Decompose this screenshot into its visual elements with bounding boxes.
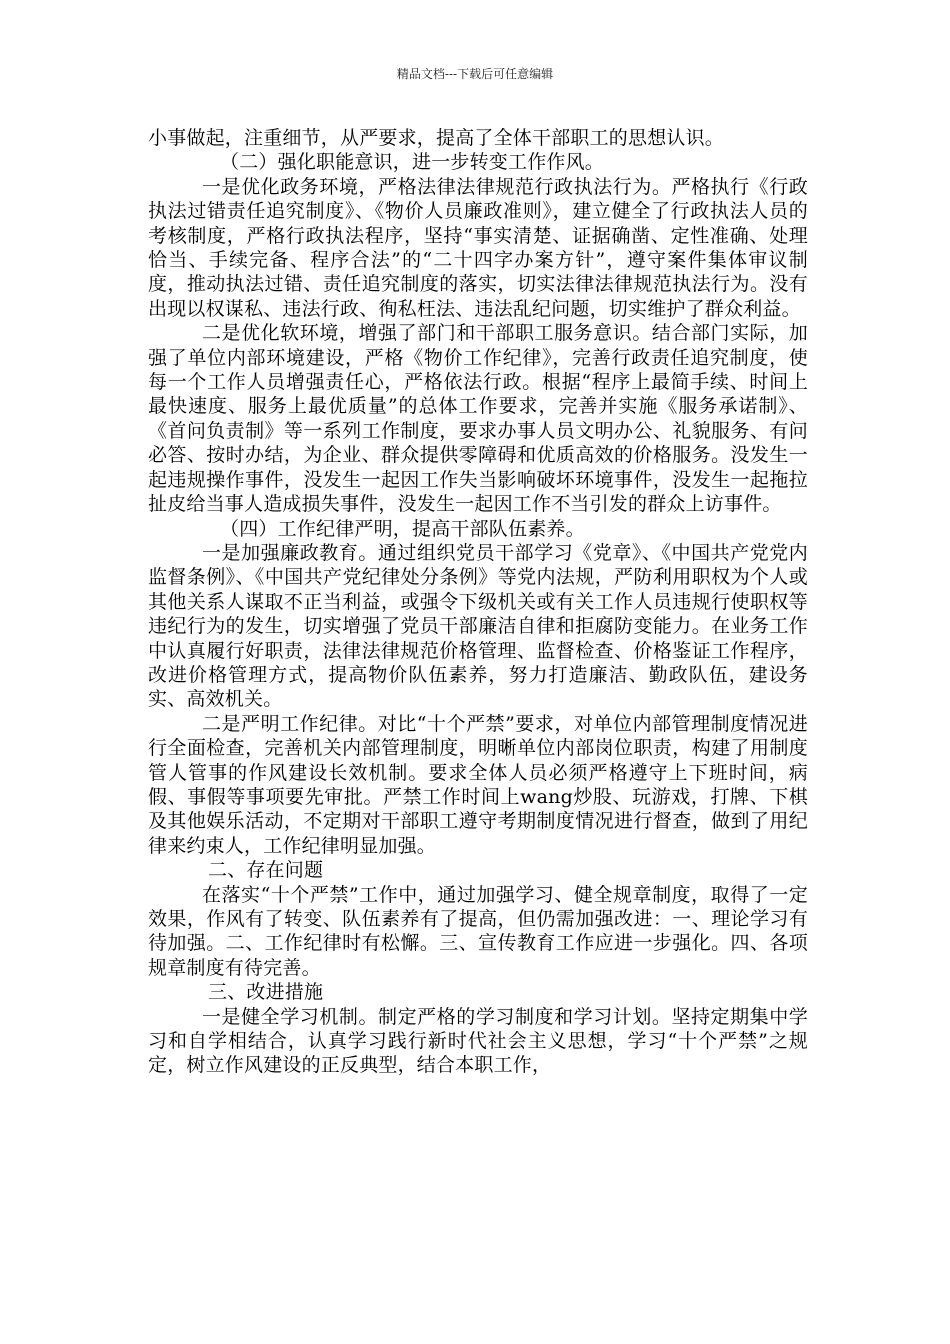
section-heading: （四）工作纪律严明，提高干部队伍素养。 [220, 517, 585, 540]
document-body [148, 126, 808, 1078]
section-heading: 二、存在问题 [208, 859, 324, 882]
paragraph: 一是加强廉政教育。通过组织党员干部学习《党章》、《中国共产党党内监督条例》、《中国共产党纪律处分条例》等党内法规，严防利用职权为个人或其他关系人谋取不正当利益，或强令下级机关或有关工作人员违规行使职权等违纪行为的发生，切实增强了党员干部廉洁自律和拒腐防变能力。在业务工作中认真履行好职责，法律法律规范价格管理、监督检查、价格鉴证工作程序，改进价格管理方式，提高物价队伍素养，努力打造廉洁、勤政队伍，建设务实、高效机关。 [148, 541, 808, 711]
paragraph: 一是优化政务环境，严格法律法律规范行政执法行为。严格执行《行政执法过错责任追究制度》、《物价人员廉政准则》，建立健全了行政执法人员的考核制度，严格行政执法程序，坚持“事实清楚、证据确凿、定性准确、处理恰当、手续完备、程序合法”的“二十四字办案方针”，遵守案件集体审议制度，推动执法过错、责任追究制度的落实，切实法律法律规范执法行为。没有出现以权谋私、违法行政、徇私枉法、违法乱纪问题，切实维护了群众利益。 [148, 175, 808, 320]
paragraph: 在落实“十个严禁”工作中，通过加强学习、健全规章制度，取得了一定效果，作风有了转变、队伍素养有了提高，但仍需加强改进：一、理论学习有待加强。二、工作纪律时有松懈。三、宣传教育工作应进一步强化。四、各项规章制度有待完善。 [148, 883, 808, 979]
paragraph: 一是健全学习机制。制定严格的学习制度和学习计划。坚持定期集中学习和自学相结合，认真学习践行新时代社会主义思想，学习“十个严禁”之规定，树立作风建设的正反典型，结合本职工作， [148, 1005, 808, 1077]
page-header: 精品文档---下载后可任意编辑 [396, 67, 554, 81]
paragraph: 二是优化软环境，增强了部门和干部职工服务意识。结合部门实际，加强了单位内部环境建设，严格《物价工作纪律》，完善行政责任追究制度，使每一个工作人员增强责任心，严格依法行政。根据“程序上最简手续、时间上最快速度、服务上最优质量”的总体工作要求，完善并实施《服务承诺制》、《首问负责制》等一系列工作制度，要求办事人员文明办公、礼貌服务、有问必答、按时办结，为企业、群众提供零障碍和优质高效的价格服务。没发生一起违规操作事件，没发生一起因工作失当影响破坏环境事件，没发生一起拖拉扯皮给当事人造成损失事件，没发生一起因工作不当引发的群众上访事件。 [148, 322, 808, 516]
paragraph: 二是严明工作纪律。对比“十个严禁”要求，对单位内部管理制度情况进行全面检查，完善机关内部管理制度，明晰单位内部岗位职责，构建了用制度管人管事的作风建设长效机制。要求全体人员必须严格遵守上下班时间，病假、事假等事项要先审批。严禁工作时间上wang炒股、玩游戏，打牌、下棋及其他娱乐活动，不定期对干部职工遵守考期制度情况进行督查，做到了用纪律来约束人，工作纪律明显加强。 [148, 712, 808, 857]
section-heading: （二）强化职能意识，进一步转变工作作风。 [220, 151, 605, 174]
paragraph-continued: 小事做起，注重细节，从严要求，提高了全体干部职工的思想认识。 [148, 127, 725, 149]
section-heading: 三、改进措施 [208, 981, 324, 1004]
